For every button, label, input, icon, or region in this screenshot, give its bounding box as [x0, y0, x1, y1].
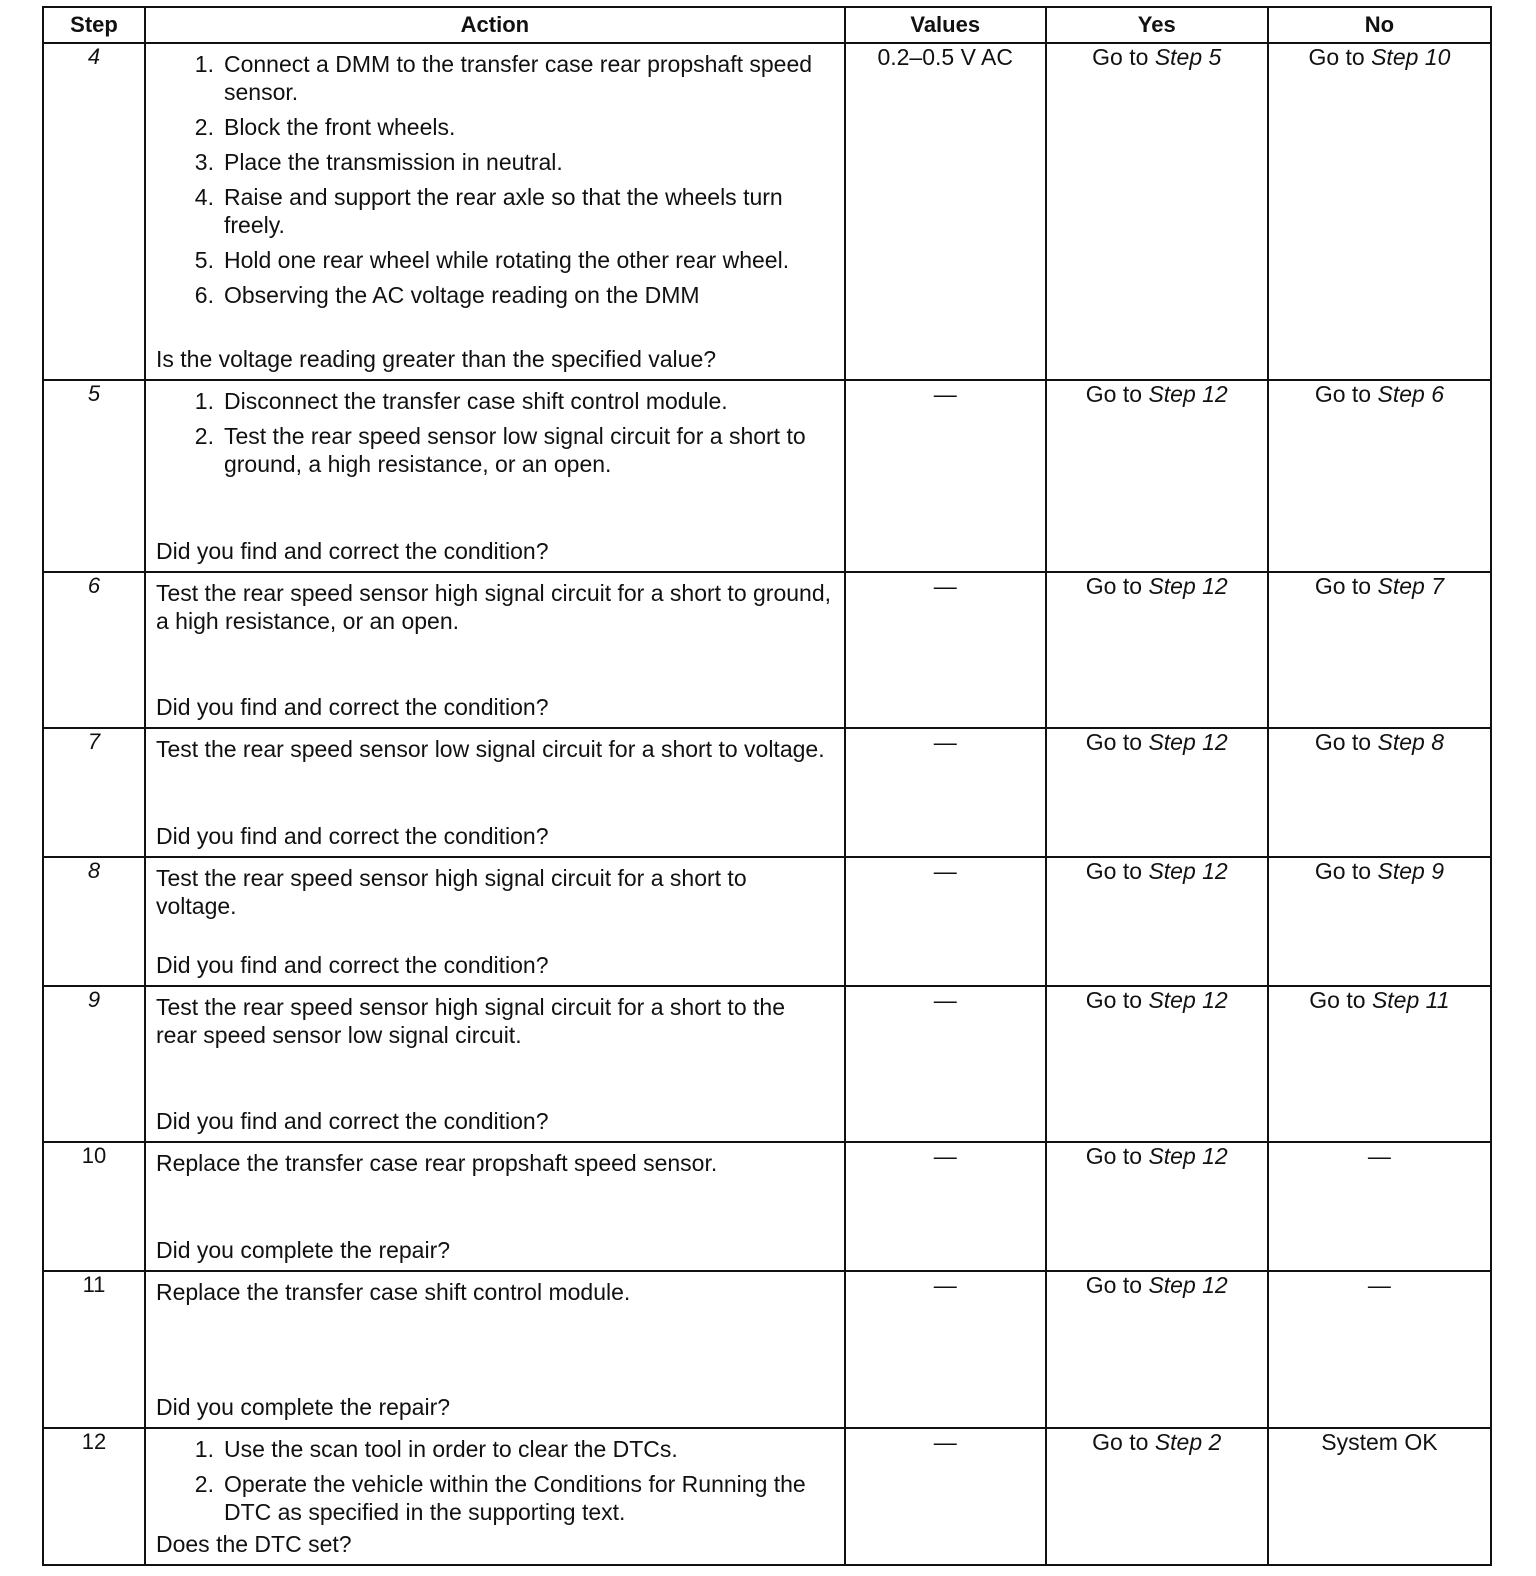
question-text: Did you complete the repair?	[155, 1393, 451, 1420]
question-text: Did you find and correct the condition?	[155, 823, 549, 850]
step-number: 8	[43, 857, 145, 985]
no-cell: Go to Step 6	[1268, 380, 1491, 572]
yes-step-ref: Step 12	[1148, 986, 1228, 1013]
value-cell: —	[845, 1428, 1046, 1565]
yes-step-ref: Step 12	[1148, 572, 1228, 599]
action-cell	[145, 728, 845, 857]
step-number: 5	[43, 380, 145, 572]
action-text: Replace the transfer case shift control module.	[155, 1279, 631, 1306]
action-steps	[156, 1435, 832, 1526]
list-item: 3. Place the transmission in neutral.	[194, 149, 563, 175]
list-item: 5. Hold one rear wheel while rotating the other rear wheel.	[194, 247, 790, 273]
yes-cell: Go to Step 5	[1046, 43, 1268, 380]
yes-cell: Go to Step 12	[1046, 1142, 1268, 1271]
yes-cell: Go to Step 12	[1046, 380, 1268, 572]
yes-cell: Go to Step 12	[1046, 728, 1268, 857]
value-cell: —	[845, 1271, 1046, 1427]
no-step-ref: Step 7	[1377, 572, 1444, 599]
action-cell	[145, 380, 845, 572]
action-cell	[145, 857, 845, 985]
list-item: 2. Block the front wheels.	[194, 114, 456, 140]
no-cell: System OK	[1268, 1428, 1491, 1565]
action-text: Test the rear speed sensor high signal circuit for a short to the rear speed sensor low signal circuit.	[155, 993, 785, 1048]
no-step-ref: Step 9	[1377, 858, 1444, 885]
yes-step-ref: Step 12	[1148, 1272, 1228, 1299]
list-item: 1. Use the scan tool in order to clear the DTCs.	[194, 1435, 678, 1462]
list-item: 2. Test the rear speed sensor low signal circuit for a short to ground, a high resistance, or an open.	[194, 423, 806, 478]
action-text: Replace the transfer case rear propshaft speed sensor.	[155, 1150, 718, 1177]
value-cell: 0.2–0.5 V AC	[845, 43, 1046, 380]
yes-step-ref: Step 12	[1148, 381, 1228, 408]
header-yes: Yes	[1046, 7, 1268, 43]
list-item: 4. Raise and support the rear axle so that the wheels turn freely.	[194, 184, 783, 238]
list-item: 2. Operate the vehicle within the Conditions for Running the DTC as specified in the supporting text.	[194, 1470, 806, 1525]
yes-cell: Go to Step 12	[1046, 986, 1268, 1142]
value-cell: —	[845, 1142, 1046, 1271]
yes-step-ref: Step 12	[1148, 729, 1228, 756]
header-no: No	[1268, 7, 1491, 43]
value-cell: —	[845, 380, 1046, 572]
step-number: 10	[43, 1142, 145, 1271]
action-cell	[145, 986, 845, 1142]
header-step: Step	[43, 7, 145, 43]
action-text: Test the rear speed sensor high signal circuit for a short to ground, a high resistance, or an open.	[155, 579, 832, 634]
action-cell	[145, 572, 845, 728]
step-number: 7	[43, 728, 145, 857]
header-row	[43, 7, 1491, 43]
yes-cell: Go to Step 12	[1046, 1271, 1268, 1427]
table-row	[43, 857, 1491, 985]
question-text: Does the DTC set?	[155, 1531, 352, 1557]
action-cell	[145, 43, 845, 380]
action-steps	[156, 387, 832, 485]
action-cell	[145, 1428, 845, 1565]
table-row	[43, 728, 1491, 857]
table-row	[43, 1271, 1491, 1427]
step-number: 6	[43, 572, 145, 728]
question-text: Did you find and correct the condition?	[155, 951, 549, 978]
value-cell: —	[845, 857, 1046, 985]
table-row	[43, 1428, 1491, 1565]
header-values: Values	[845, 7, 1046, 43]
action-cell	[145, 1271, 845, 1427]
action-text: Test the rear speed sensor high signal circuit for a short to voltage.	[155, 865, 747, 920]
question-text: Did you find and correct the condition?	[155, 537, 549, 564]
no-cell: Go to Step 10	[1268, 43, 1491, 380]
table-row	[43, 986, 1491, 1142]
table-row	[43, 380, 1491, 572]
no-step-ref: Step 11	[1371, 986, 1450, 1013]
list-item: 1. Connect a DMM to the transfer case rear propshaft speed sensor.	[194, 51, 813, 105]
value-cell: —	[845, 986, 1046, 1142]
list-item: 1. Disconnect the transfer case shift control module.	[194, 388, 728, 415]
value-cell: —	[845, 728, 1046, 857]
value-cell: —	[845, 572, 1046, 728]
action-steps	[156, 50, 832, 309]
step-number: 11	[43, 1271, 145, 1427]
question-text: Is the voltage reading greater than the specified value?	[155, 346, 717, 373]
header-action: Action	[145, 7, 845, 43]
table-row	[43, 1142, 1491, 1271]
no-cell: Go to Step 9	[1268, 857, 1491, 985]
question-text: Did you find and correct the condition?	[155, 1108, 549, 1135]
no-step-ref: Step 6	[1377, 381, 1444, 408]
step-number: 4	[43, 43, 145, 380]
no-cell: Go to Step 8	[1268, 728, 1491, 857]
list-item: 6. Observing the AC voltage reading on the DMM	[194, 282, 700, 308]
no-cell: —	[1268, 1142, 1491, 1271]
no-cell: —	[1268, 1271, 1491, 1427]
no-cell: Go to Step 7	[1268, 572, 1491, 728]
yes-cell: Go to Step 2	[1046, 1428, 1268, 1565]
no-cell: Go to Step 11	[1268, 986, 1491, 1142]
table-row	[43, 43, 1491, 380]
yes-cell: Go to Step 12	[1046, 572, 1268, 728]
yes-step-ref: Step 12	[1148, 858, 1228, 885]
diagnostic-table	[42, 6, 1492, 1566]
table-row	[43, 572, 1491, 728]
yes-cell: Go to Step 12	[1046, 857, 1268, 985]
step-number: 12	[43, 1428, 145, 1565]
yes-step-ref: Step 12	[1148, 1143, 1228, 1170]
yes-step-ref: Step 5	[1154, 44, 1222, 70]
no-step-ref: Step 8	[1377, 729, 1444, 756]
no-step-ref: Step 10	[1371, 44, 1451, 70]
yes-step-ref: Step 2	[1154, 1428, 1222, 1455]
action-text: Test the rear speed sensor low signal circuit for a short to voltage.	[155, 736, 825, 763]
step-number: 9	[43, 986, 145, 1142]
question-text: Did you complete the repair?	[155, 1237, 451, 1264]
question-text: Did you find and correct the condition?	[155, 694, 549, 721]
action-cell	[145, 1142, 845, 1271]
